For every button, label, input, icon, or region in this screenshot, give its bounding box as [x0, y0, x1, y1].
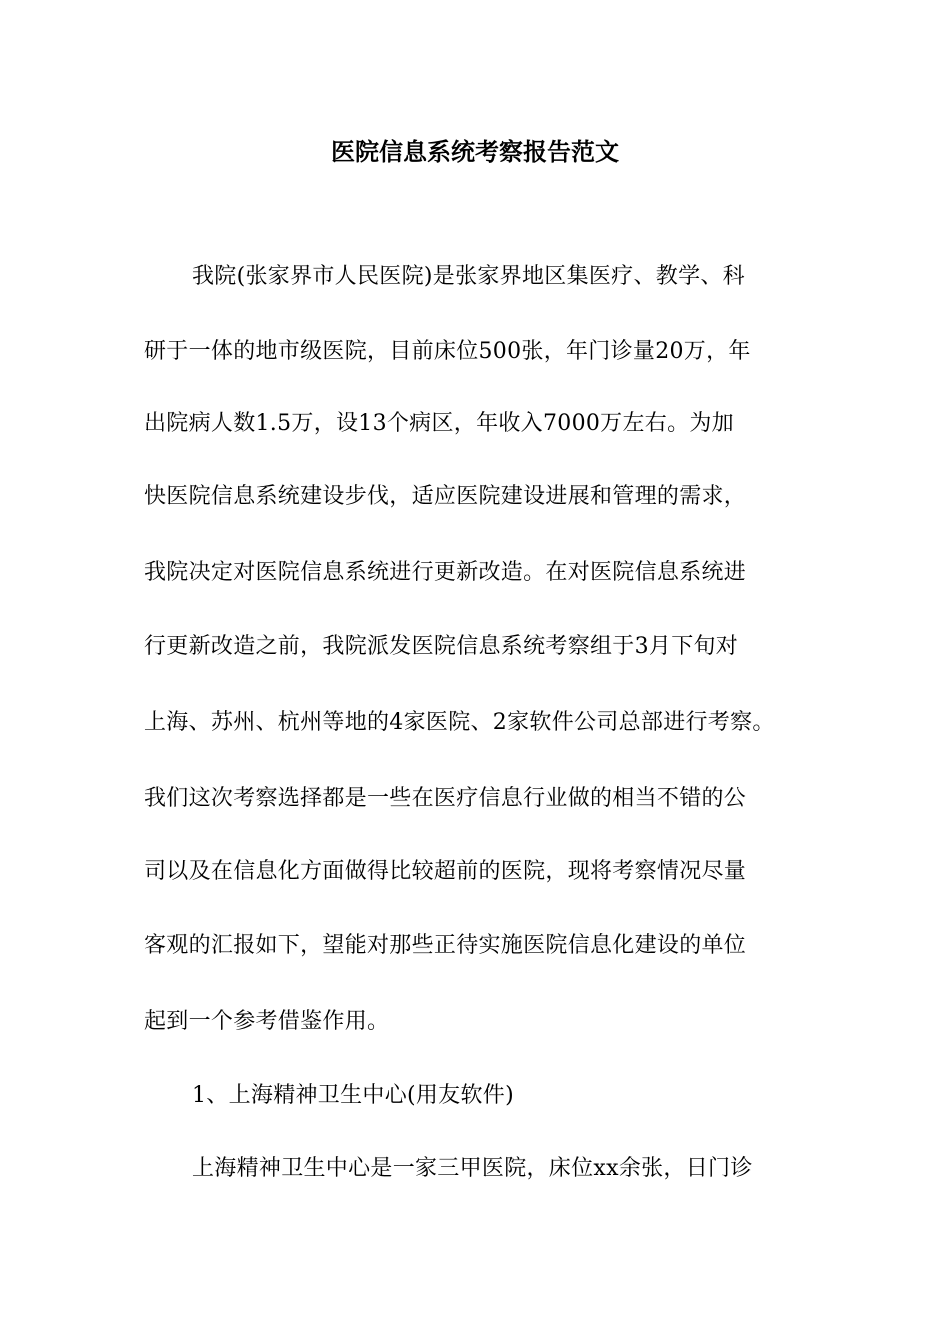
paragraph-line: 司以及在信息化方面做得比较超前的医院，现将考察情况尽量: [144, 859, 747, 884]
paragraph-line: 出院病人数1.5万，设13个病区，年收入7000万左右。为加: [144, 411, 734, 436]
paragraph-line: 我院决定对医院信息系统进行更新改造。在对医院信息系统进: [144, 560, 747, 585]
paragraph-line: 快医院信息系统建设步伐，适应医院建设进展和管理的需求，: [144, 484, 747, 509]
paragraph-line: 行更新改造之前，我院派发医院信息系统考察组于3月下旬对: [144, 634, 739, 659]
paragraph-line: 上海精神卫生中心是一家三甲医院，床位xx余张，日门诊: [192, 1156, 753, 1181]
paragraph-line: 上海、苏州、杭州等地的4家医院、2家软件公司总部进行考察。: [144, 710, 775, 735]
paragraph-line: 研于一体的地市级医院，目前床位500张，年门诊量20万，年: [144, 339, 751, 364]
document-title: 医院信息系统考察报告范文: [331, 137, 619, 166]
paragraph-line: 起到一个参考借鉴作用。: [144, 1009, 390, 1034]
paragraph-line: 我院(张家界市人民医院)是张家界地区集医疗、教学、科: [192, 264, 745, 289]
paragraph-line: 我们这次考察选择都是一些在医疗信息行业做的相当不错的公: [144, 786, 747, 811]
section-heading: 1、上海精神卫生中心(用友软件): [192, 1083, 514, 1108]
paragraph-line: 客观的汇报如下，望能对那些正待实施医院信息化建设的单位: [144, 933, 747, 958]
